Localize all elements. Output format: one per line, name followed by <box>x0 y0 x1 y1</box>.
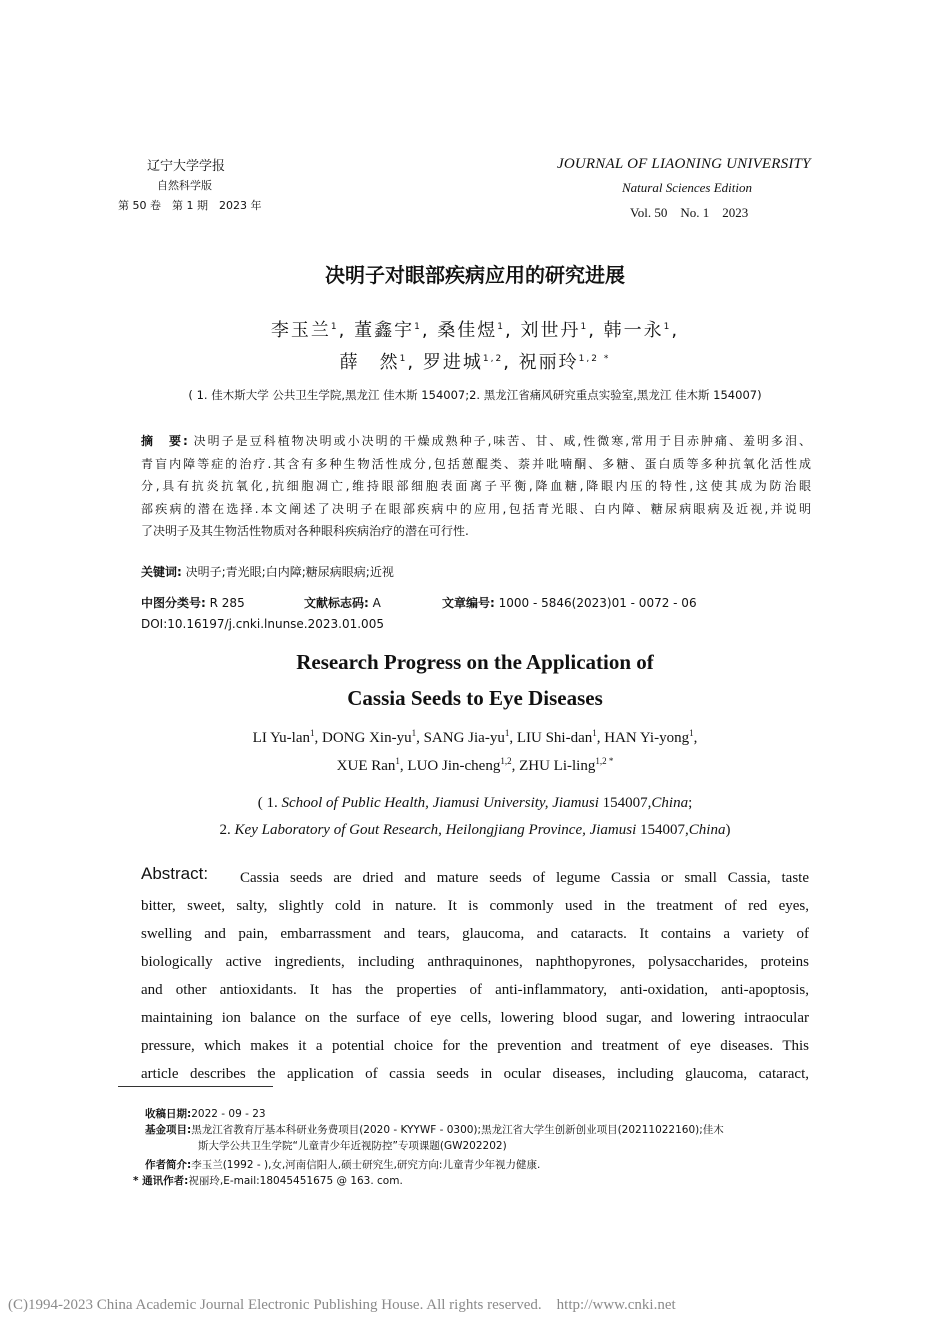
en-abstract-label: Abstract: <box>141 864 209 883</box>
cn-abstract <box>141 430 811 543</box>
abstract-line: and other antioxidants. It has the properties of anti-inflammatory, anti-oxidation, anti-apoptosis, <box>141 982 809 998</box>
abstract-line: article describes the application of cassia seeds in ocular diseases, including glaucoma, cataract, <box>141 1066 809 1082</box>
cn-author: 董鑫宇$^1$ <box>354 320 422 341</box>
abstract-line: bitter, sweet, salty, slightly cold in nature. It is commonly used in the treatment of red eyes, <box>141 898 809 914</box>
cn-article-no: 文章编号: 1000 - 5846(2023)01 - 0072 - 06 <box>442 596 697 610</box>
en-authors-line2: XUE Ran$^1$, LUO Jin-cheng$^{1,2}$, ZHU Li-ling$^{1,2 *}$ <box>336 756 614 774</box>
footnote-bio: 作者简介:李玉兰(1992 - ),女,河南信阳人,硕士研究生,研究方向:儿童青少年视力健康. <box>145 1159 541 1171</box>
cn-author: 桑佳煜$^1$ <box>437 320 505 341</box>
en-abstract <box>141 864 809 1088</box>
en-title-line1: Research Progress on the Application of <box>296 650 654 674</box>
abstract-line: 青盲内障等症的治疗.其含有多种生物活性成分,包括蒽醌类、萘并吡喃酮、多糖、蛋白质等多种抗氧化活性成 <box>141 456 811 471</box>
cn-edition: 自然科学版 <box>157 179 212 192</box>
en-affiliation-2: 2. Key Laboratory of Gout Research, Heilongjiang Province, Jiamusi 154007,China) <box>219 822 731 838</box>
footnote-fund: 基金项目:黑龙江省教育厅基本科研业务费项目(2020 - KYYWF - 0300);黑龙江省大学生创新创业项目(20211022160);佳木 <box>145 1124 724 1136</box>
en-author: LUO Jin-cheng$^{1,2}$ <box>407 756 512 774</box>
copyright-line: (C)1994-2023 China Academic Journal Electronic Publishing House. All rights reserved. http://www.cnki.net <box>8 1297 676 1313</box>
cn-author: 李玉兰$^1$ <box>270 320 339 341</box>
footnote-divider <box>118 1086 273 1087</box>
cn-authors-line2: 薛 然$^1$, 罗进城$^{1,2}$, 祝丽玲$^{1,2 *}$ <box>339 352 611 373</box>
abstract-line: 摘 要: 决明子是豆科植物决明或小决明的干燥成熟种子,味苦、甘、咸,性微寒,常用于目赤肿痛、羞明多泪、 <box>141 434 811 448</box>
footnote-fund-cont: 斯大学公共卫生学院“儿童青少年近视防控”专项课题(GW202202) <box>198 1140 507 1152</box>
en-author: ZHU Li-ling$^{1,2 *}$ <box>519 756 614 774</box>
en-issue: Vol. 50 No. 1 2023 <box>630 205 749 220</box>
en-author: SANG Jia-$yu^1$ <box>423 728 510 746</box>
cn-authors-line1: 李玉兰$^1$, 董鑫宇$^1$, 桑佳煜$^1$, 刘世丹$^1$, 韩一永$^1$, <box>270 320 680 341</box>
en-author: DONG Xin-$yu^1$ <box>322 728 417 746</box>
abstract-line: 分,具有抗炎抗氧化,抗细胞凋亡,维持眼部细胞表面离子平衡,降血糖,降眼内压的特性,这使其成为防治眼 <box>141 479 811 493</box>
cn-clc: 中图分类号: R 285 <box>141 596 245 610</box>
footnote-corresponding: * 通讯作者:祝丽玲,E-mail:18045451675 @ 163. com. <box>133 1175 403 1187</box>
en-title-line2: Cassia Seeds to Eye Diseases <box>347 686 603 710</box>
cn-author: 罗进城$^{1,2}$ <box>422 352 504 373</box>
cn-keywords: 关键词: 决明子;青光眼;白内障;糖尿病眼病;近视 <box>141 565 394 579</box>
abstract-line: pressure, which makes it a potential choice for the prevention and treatment of eye diseases. This <box>141 1038 809 1054</box>
en-author: LI Yu-lan$^1$ <box>252 728 315 746</box>
en-affiliation-1: ( 1. School of Public Health, Jiamusi University, Jiamusi 154007,China; <box>257 795 693 811</box>
doi: DOI:10.16197/j.cnki.lnunse.2023.01.005 <box>141 617 384 631</box>
cn-author: 祝丽玲$^{1,2 *}$ <box>518 352 611 373</box>
abstract-line: maintaining ion balance on the surface of eye cells, lowering blood sugar, and lowering intraocular <box>141 1010 809 1026</box>
en-journal-name: JOURNAL OF LIAONING UNIVERSITY <box>557 156 811 172</box>
en-edition: Natural Sciences Edition <box>622 180 752 195</box>
cn-journal-name: 辽宁大学学报 <box>147 159 226 174</box>
cn-author: 刘世丹$^1$ <box>520 320 589 341</box>
cn-title: 决明子对眼部疾病应用的研究进展 <box>325 263 625 287</box>
en-authors-line1: LI Yu-lan$^1$, DONG Xin-$yu^1$, SANG Jia-$yu^1$, LIU Shi-dan$^1$, HAN Yi-yong$^1$, <box>252 728 698 746</box>
abstract-line: swelling and pain, embarrassment and tears, glaucoma, and cataracts. It contains a variety of <box>141 926 809 942</box>
en-author: XUE Ran$^1$ <box>336 756 400 774</box>
abstract-line: 了决明子及其生物活性物质对各种眼科疾病治疗的潜在可行性. <box>141 524 469 538</box>
en-author: HAN Yi-yong$^1$ <box>604 728 694 746</box>
abstract-line: 部疾病的潜在选择.本文阐述了决明子在眼部疾病中的应用,包括青光眼、白内障、糖尿病眼病及近视,并说明 <box>141 501 811 516</box>
cn-author: 韩一永$^1$ <box>603 320 672 341</box>
footnote-received: 收稿日期:2022 - 09 - 23 <box>145 1108 266 1120</box>
cn-author: 薛 然$^1$ <box>339 352 408 373</box>
abstract-line: Cassia seeds are dried and mature seeds of legume Cassia or small Cassia, taste <box>240 870 809 886</box>
cn-affiliation: ( 1. 佳木斯大学 公共卫生学院,黑龙江 佳木斯 154007;2. 黑龙江省痛风研究重点实验室,黑龙江 佳木斯 154007) <box>188 388 762 402</box>
en-author: LIU Shi-dan$^1$ <box>516 728 597 746</box>
cn-doccode: 文献标志码: A <box>304 596 381 610</box>
abstract-line: biologically active ingredients, including anthraquinones, naphthopyrones, polysaccharides, proteins <box>141 954 809 970</box>
cn-issue: 第 50 卷 第 1 期 2023 年 <box>118 199 262 212</box>
